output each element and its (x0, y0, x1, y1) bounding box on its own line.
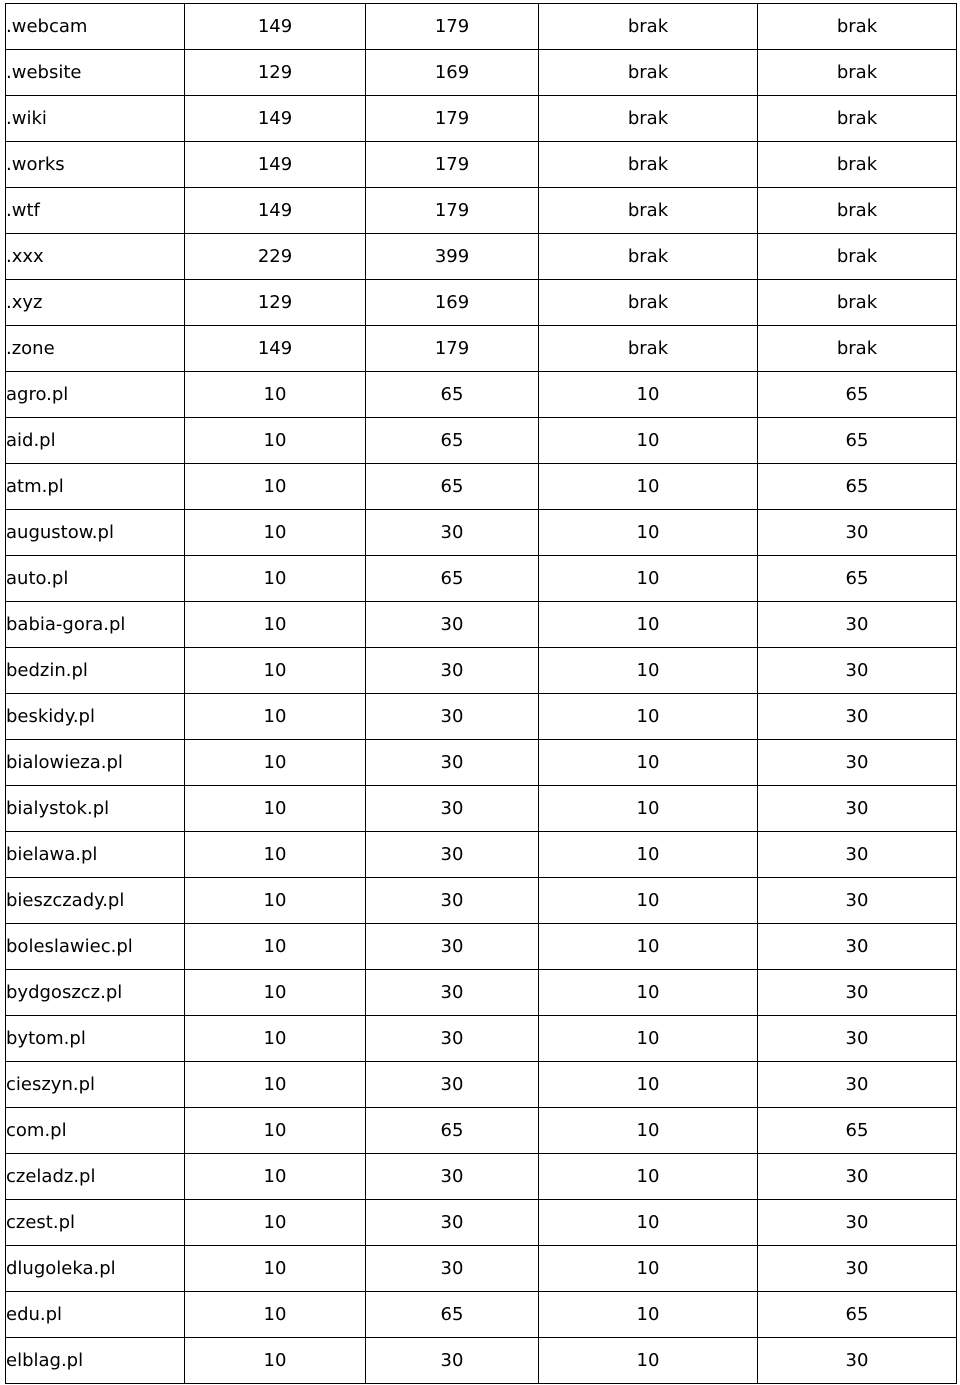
table-row (6, 50, 957, 96)
price-cell-3: 10 (539, 832, 758, 878)
price-cell-3: 10 (539, 464, 758, 510)
table-row (6, 510, 957, 556)
price-cell-3: brak (539, 96, 758, 142)
price-cell-3: brak (539, 280, 758, 326)
table-row (6, 372, 957, 418)
price-cell-2: 30 (366, 786, 539, 832)
domain-cell: aid.pl (6, 418, 185, 464)
table-row (6, 4, 957, 50)
price-cell-1: 10 (185, 556, 366, 602)
domain-cell: babia-gora.pl (6, 602, 185, 648)
domain-cell: elblag.pl (6, 1338, 185, 1384)
price-cell-1: 10 (185, 1016, 366, 1062)
price-cell-4: 30 (758, 832, 957, 878)
table-row (6, 648, 957, 694)
price-cell-4: brak (758, 4, 957, 50)
table-row (6, 418, 957, 464)
domain-cell: bielawa.pl (6, 832, 185, 878)
price-cell-2: 30 (366, 1154, 539, 1200)
price-cell-4: 65 (758, 372, 957, 418)
table-row (6, 878, 957, 924)
price-cell-4: 30 (758, 648, 957, 694)
price-cell-1: 10 (185, 510, 366, 556)
price-cell-1: 10 (185, 1338, 366, 1384)
price-cell-4: 30 (758, 924, 957, 970)
price-cell-4: 65 (758, 1108, 957, 1154)
table-row (6, 786, 957, 832)
domain-cell: .webcam (6, 4, 185, 50)
price-cell-4: 30 (758, 1338, 957, 1384)
domain-cell: dlugoleka.pl (6, 1246, 185, 1292)
domain-price-table (5, 3, 957, 1384)
price-cell-1: 129 (185, 50, 366, 96)
price-cell-1: 129 (185, 280, 366, 326)
price-cell-4: 30 (758, 1246, 957, 1292)
price-cell-1: 10 (185, 648, 366, 694)
domain-cell: cieszyn.pl (6, 1062, 185, 1108)
domain-cell: .wtf (6, 188, 185, 234)
domain-cell: bieszczady.pl (6, 878, 185, 924)
domain-cell: bedzin.pl (6, 648, 185, 694)
price-cell-3: 10 (539, 556, 758, 602)
price-cell-3: 10 (539, 1338, 758, 1384)
table-row (6, 924, 957, 970)
price-cell-3: 10 (539, 924, 758, 970)
price-cell-2: 65 (366, 1292, 539, 1338)
table-row (6, 1338, 957, 1384)
price-cell-1: 10 (185, 970, 366, 1016)
price-cell-3: 10 (539, 1292, 758, 1338)
price-cell-2: 30 (366, 1246, 539, 1292)
domain-cell: .xxx (6, 234, 185, 280)
price-cell-2: 179 (366, 96, 539, 142)
table-row (6, 694, 957, 740)
price-cell-2: 30 (366, 970, 539, 1016)
price-cell-2: 30 (366, 1338, 539, 1384)
table-row (6, 1292, 957, 1338)
price-cell-1: 149 (185, 4, 366, 50)
price-cell-2: 30 (366, 878, 539, 924)
price-cell-2: 65 (366, 556, 539, 602)
price-cell-1: 229 (185, 234, 366, 280)
price-cell-1: 149 (185, 142, 366, 188)
price-cell-3: 10 (539, 1200, 758, 1246)
price-cell-1: 10 (185, 786, 366, 832)
price-cell-4: brak (758, 50, 957, 96)
table-row (6, 1246, 957, 1292)
price-cell-4: 30 (758, 786, 957, 832)
price-cell-2: 30 (366, 694, 539, 740)
domain-cell: .wiki (6, 96, 185, 142)
price-cell-4: brak (758, 96, 957, 142)
price-cell-1: 10 (185, 832, 366, 878)
price-cell-3: 10 (539, 878, 758, 924)
table-row (6, 464, 957, 510)
price-cell-3: 10 (539, 1108, 758, 1154)
domain-cell: atm.pl (6, 464, 185, 510)
price-cell-2: 30 (366, 924, 539, 970)
price-cell-4: 30 (758, 970, 957, 1016)
table-row (6, 602, 957, 648)
price-cell-3: brak (539, 234, 758, 280)
price-cell-1: 149 (185, 188, 366, 234)
price-cell-3: 10 (539, 1016, 758, 1062)
price-cell-2: 399 (366, 234, 539, 280)
price-cell-4: 30 (758, 1154, 957, 1200)
price-cell-3: 10 (539, 740, 758, 786)
price-cell-2: 179 (366, 326, 539, 372)
price-cell-4: 30 (758, 510, 957, 556)
table-row (6, 326, 957, 372)
price-cell-4: 65 (758, 418, 957, 464)
price-cell-1: 149 (185, 96, 366, 142)
price-cell-2: 179 (366, 188, 539, 234)
price-cell-3: 10 (539, 418, 758, 464)
price-cell-1: 10 (185, 418, 366, 464)
price-cell-4: brak (758, 234, 957, 280)
price-cell-4: 30 (758, 1062, 957, 1108)
price-cell-2: 65 (366, 418, 539, 464)
price-cell-4: 30 (758, 602, 957, 648)
table-row (6, 556, 957, 602)
price-cell-2: 30 (366, 1062, 539, 1108)
price-cell-1: 10 (185, 1108, 366, 1154)
price-cell-1: 10 (185, 1246, 366, 1292)
domain-cell: bytom.pl (6, 1016, 185, 1062)
domain-cell: com.pl (6, 1108, 185, 1154)
table-row (6, 740, 957, 786)
domain-cell: augustow.pl (6, 510, 185, 556)
price-cell-3: brak (539, 326, 758, 372)
domain-cell: boleslawiec.pl (6, 924, 185, 970)
price-cell-4: 30 (758, 878, 957, 924)
price-cell-1: 149 (185, 326, 366, 372)
table-row (6, 1154, 957, 1200)
table-row (6, 1016, 957, 1062)
table-row (6, 96, 957, 142)
price-cell-2: 169 (366, 280, 539, 326)
table-row (6, 142, 957, 188)
price-cell-2: 30 (366, 832, 539, 878)
price-cell-2: 30 (366, 510, 539, 556)
domain-cell: edu.pl (6, 1292, 185, 1338)
domain-cell: czest.pl (6, 1200, 185, 1246)
price-cell-4: 65 (758, 556, 957, 602)
table-row (6, 188, 957, 234)
price-cell-4: brak (758, 188, 957, 234)
price-cell-1: 10 (185, 464, 366, 510)
price-cell-2: 65 (366, 372, 539, 418)
price-cell-1: 10 (185, 740, 366, 786)
domain-cell: beskidy.pl (6, 694, 185, 740)
price-cell-2: 30 (366, 1200, 539, 1246)
price-cell-2: 169 (366, 50, 539, 96)
table-row (6, 832, 957, 878)
price-cell-1: 10 (185, 1154, 366, 1200)
price-cell-3: brak (539, 142, 758, 188)
price-cell-3: 10 (539, 372, 758, 418)
price-cell-3: 10 (539, 1062, 758, 1108)
table-row (6, 234, 957, 280)
price-cell-3: 10 (539, 602, 758, 648)
price-cell-2: 179 (366, 142, 539, 188)
price-cell-4: brak (758, 142, 957, 188)
domain-cell: .xyz (6, 280, 185, 326)
price-cell-1: 10 (185, 1200, 366, 1246)
price-cell-1: 10 (185, 372, 366, 418)
price-cell-2: 30 (366, 740, 539, 786)
price-cell-4: 30 (758, 694, 957, 740)
price-cell-1: 10 (185, 1062, 366, 1108)
domain-cell: .zone (6, 326, 185, 372)
price-cell-2: 179 (366, 4, 539, 50)
domain-cell: .website (6, 50, 185, 96)
domain-cell: agro.pl (6, 372, 185, 418)
price-cell-3: 10 (539, 510, 758, 556)
price-cell-1: 10 (185, 602, 366, 648)
price-cell-4: 30 (758, 1016, 957, 1062)
price-cell-1: 10 (185, 1292, 366, 1338)
price-cell-1: 10 (185, 694, 366, 740)
price-cell-3: brak (539, 4, 758, 50)
price-cell-4: 30 (758, 740, 957, 786)
price-cell-3: 10 (539, 648, 758, 694)
domain-cell: bialowieza.pl (6, 740, 185, 786)
price-cell-2: 65 (366, 464, 539, 510)
domain-cell: .works (6, 142, 185, 188)
price-cell-4: brak (758, 326, 957, 372)
table-row (6, 1062, 957, 1108)
table-row (6, 1108, 957, 1154)
domain-cell: czeladz.pl (6, 1154, 185, 1200)
price-cell-3: brak (539, 188, 758, 234)
table-row (6, 970, 957, 1016)
price-cell-3: 10 (539, 1246, 758, 1292)
price-cell-4: 65 (758, 464, 957, 510)
price-cell-3: 10 (539, 1154, 758, 1200)
price-cell-3: 10 (539, 786, 758, 832)
price-cell-3: 10 (539, 694, 758, 740)
price-cell-2: 30 (366, 648, 539, 694)
price-cell-2: 30 (366, 1016, 539, 1062)
domain-cell: bialystok.pl (6, 786, 185, 832)
domain-cell: bydgoszcz.pl (6, 970, 185, 1016)
price-cell-3: 10 (539, 970, 758, 1016)
price-cell-4: 30 (758, 1200, 957, 1246)
table-body (6, 4, 957, 1384)
price-cell-2: 30 (366, 602, 539, 648)
price-cell-4: brak (758, 280, 957, 326)
domain-cell: auto.pl (6, 556, 185, 602)
price-cell-2: 65 (366, 1108, 539, 1154)
price-cell-3: brak (539, 50, 758, 96)
price-cell-1: 10 (185, 924, 366, 970)
table-row (6, 280, 957, 326)
table-row (6, 1200, 957, 1246)
price-cell-1: 10 (185, 878, 366, 924)
price-cell-4: 65 (758, 1292, 957, 1338)
